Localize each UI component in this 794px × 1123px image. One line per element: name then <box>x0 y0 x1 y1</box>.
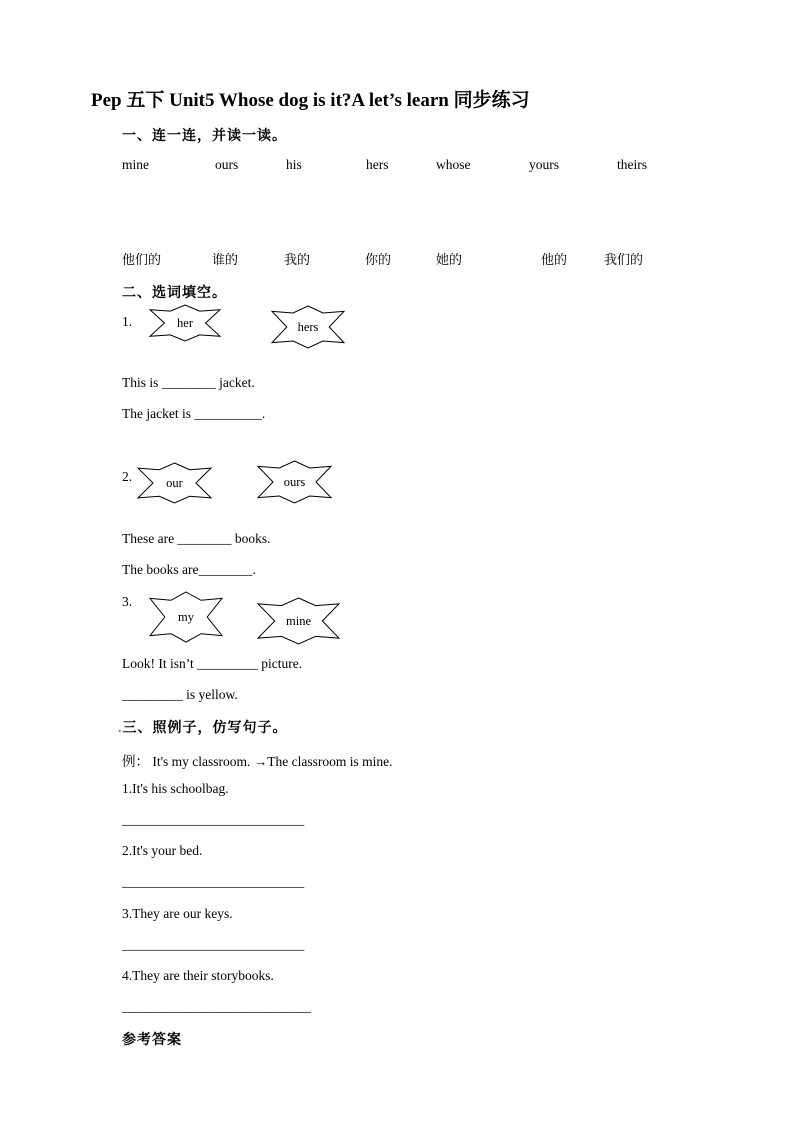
cn-word-ours: 我们的 <box>604 252 644 267</box>
q1-number: 1. <box>122 314 133 329</box>
q2-option-ours-label: ours <box>283 474 306 489</box>
page-title: Pep 五下 Unit5 Whose dog is it?A let’s learn 同步练习 <box>91 90 530 111</box>
q2-option-our <box>136 462 213 504</box>
q3-line1: Look! It isn’t _________ picture. <box>122 656 303 671</box>
q2-line2: The books are________. <box>122 562 256 577</box>
section3-heading-text: 三、照例子，仿写句子。 <box>122 721 288 736</box>
cn-word-theirs: 他们的 <box>122 252 162 267</box>
q3-option-my-label: my <box>178 609 194 624</box>
item1-prompt: 1.It's his schoolbag. <box>122 781 229 796</box>
section3-heading <box>118 717 288 737</box>
word-whose: whose <box>436 157 471 172</box>
item1-answer-line: ___________________________ <box>122 812 305 827</box>
word-his: his <box>286 157 302 172</box>
q1-option-her-label: her <box>177 315 193 330</box>
q3-option-my <box>148 591 224 643</box>
cn-word-whose: 谁的 <box>212 252 239 267</box>
q3-option-mine <box>256 597 341 645</box>
word-ours: ours <box>215 157 239 172</box>
item2-prompt: 2.It's your bed. <box>122 843 203 858</box>
example-sentence: 例： It's my classroom. →The classroom is mine. <box>122 754 393 769</box>
q3-option-mine-label: mine <box>286 613 311 628</box>
q1-line1: This is ________ jacket. <box>122 375 255 390</box>
q2-option-ours <box>256 460 333 504</box>
q3-line2: _________ is yellow. <box>122 687 238 702</box>
q2-number: 2. <box>122 469 133 484</box>
cn-word-mine: 我的 <box>284 252 311 267</box>
cn-word-hers: 她的 <box>436 252 463 267</box>
item4-answer-line: ____________________________ <box>122 999 311 1014</box>
section1-heading: 一、连一连，并读一读。 <box>122 129 287 144</box>
item4-prompt: 4.They are their storybooks. <box>122 968 274 983</box>
q1-line2: The jacket is __________. <box>122 406 266 421</box>
word-hers: hers <box>366 157 389 172</box>
section3-dot: . <box>118 721 123 736</box>
q1-option-hers <box>270 305 346 349</box>
word-yours: yours <box>529 157 559 172</box>
q1-option-her <box>148 304 222 342</box>
q3-number: 3. <box>122 594 133 609</box>
word-mine: mine <box>122 157 149 172</box>
q1-option-hers-label: hers <box>297 319 319 334</box>
word-theirs: theirs <box>617 157 647 172</box>
item3-answer-line: ___________________________ <box>122 937 305 952</box>
q2-option-our-label: our <box>166 475 183 490</box>
cn-word-his: 他的 <box>541 252 568 267</box>
cn-word-yours: 你的 <box>365 252 392 267</box>
q2-line1: These are ________ books. <box>122 531 271 546</box>
answers-heading: 参考答案 <box>122 1033 182 1048</box>
item2-answer-line: ___________________________ <box>122 874 305 889</box>
section2-heading: 二、选词填空。 <box>122 286 227 301</box>
item3-prompt: 3.They are our keys. <box>122 906 233 921</box>
